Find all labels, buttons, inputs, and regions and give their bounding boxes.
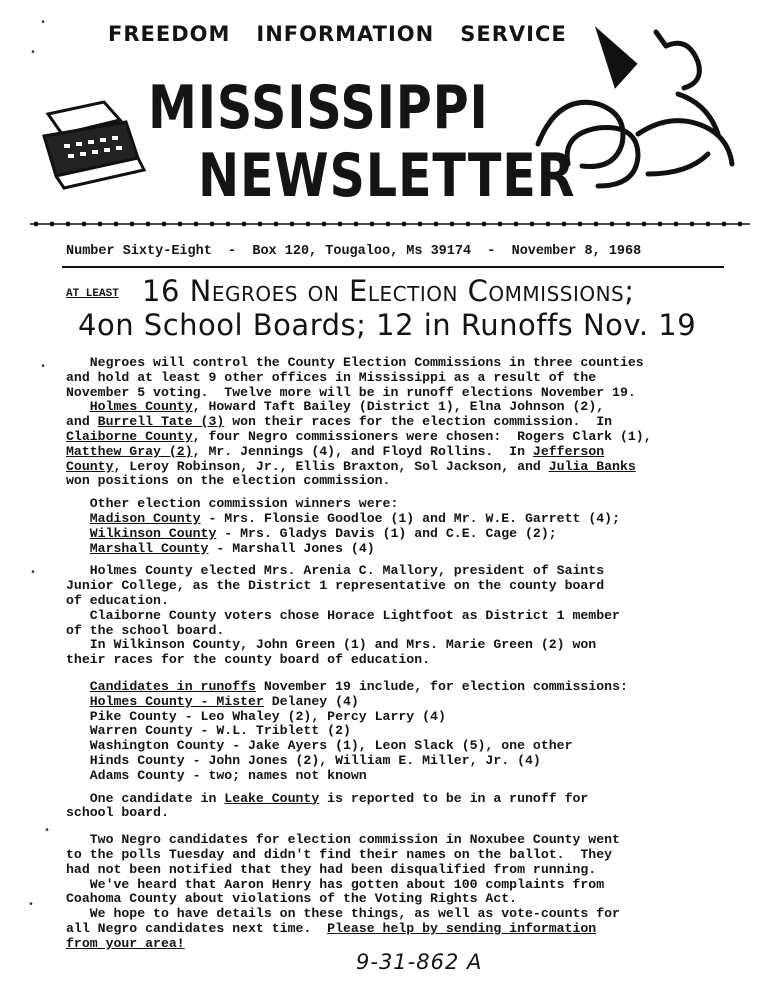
- decorative-border-rule: [30, 220, 750, 228]
- issue-info-line: Number Sixty-Eight - Box 120, Tougaloo, Ms 39174 - November 8, 1968: [66, 244, 642, 259]
- body-line: November 5 voting. Twelve more will be in runoff elections November 19.: [66, 384, 636, 400]
- runoffs-label: Candidates in runoffs: [89, 678, 256, 694]
- county-leake: Leake County: [224, 790, 320, 806]
- body-line: to the polls Tuesday and didn't find their names on the ballot. They: [66, 846, 613, 862]
- body-line: had not been notified that they had been disqualified from running.: [66, 861, 597, 877]
- service-word-service: SERVICE: [460, 22, 567, 46]
- typewriter-illustration: [34, 96, 154, 196]
- mailing-address: Box 120, Tougaloo, Ms 39174: [252, 244, 472, 259]
- runoff-line: Washington County - Jake Ayers (1), Leon Slack (5), one other: [66, 738, 573, 754]
- margin-dot: •: [30, 568, 37, 579]
- hands-chain-logo: [528, 24, 748, 204]
- margin-dot: •: [28, 900, 35, 911]
- body-line: One candidate in Leake County is reported to be in a runoff for: [66, 790, 589, 806]
- body-line: Junior College, as the District 1 representative on the county board: [66, 578, 605, 594]
- runoff-line: Adams County - two; names not known: [66, 767, 367, 783]
- body-line: from your area!: [66, 935, 185, 951]
- body-line: We hope to have details on these things, as well as vote-counts for: [66, 906, 620, 922]
- header-rule: [62, 266, 724, 268]
- call-to-action: Please help by sending information: [327, 920, 597, 936]
- body-line: Coahoma County about violations of the Voting Rights Act.: [66, 891, 518, 907]
- county-jefferson: Jefferson: [532, 443, 605, 459]
- newsletter-title-line2: NEWSLETTER: [198, 141, 576, 211]
- body-line: In Wilkinson County, John Green (1) and Mrs. Marie Green (2) won: [66, 637, 597, 653]
- winner-line: Madison County - Mrs. Flonsie Goodloe (1) and Mr. W.E. Garrett (4);: [89, 510, 620, 526]
- runoff-line: Holmes County - Mister Delaney (4): [89, 693, 359, 709]
- body-line: of education.: [66, 592, 169, 608]
- body-line: all Negro candidates next time. Please help by sending information: [66, 920, 597, 936]
- body-line: Claiborne County, four Negro commissioners were chosen: Rogers Clark (1),: [66, 428, 652, 444]
- county-holmes: Holmes County: [89, 399, 193, 415]
- body-line: and hold at least 9 other offices in Mississippi as a result of the: [66, 369, 597, 385]
- county-claiborne: Claiborne County: [66, 428, 193, 444]
- issue-date: November 8, 1968: [511, 244, 642, 259]
- winner-line: Wilkinson County - Mrs. Gladys Davis (1) and C.E. Cage (2);: [89, 525, 557, 541]
- body-line: Holmes County, Howard Taft Bailey (District 1), Elna Johnson (2),: [89, 399, 605, 415]
- runoff-line: Warren County - W.L. Triblett (2): [66, 723, 351, 739]
- body-line: Two Negro candidates for election commission in Noxubee County went: [66, 832, 620, 848]
- body-line: school board.: [66, 805, 169, 821]
- body-line: Candidates in runoffs November 19 include, for election commissions:: [89, 678, 628, 694]
- runoff-line: Pike County - Leo Whaley (2), Percy Larry (4): [66, 708, 446, 724]
- winner-line: Marshall County - Marshall Jones (4): [89, 540, 375, 556]
- margin-dot: •: [44, 826, 51, 837]
- handwritten-archive-number: 9-31-862 A: [356, 950, 483, 974]
- body-line: their races for the county board of education.: [66, 652, 431, 668]
- margin-dot: •: [40, 18, 47, 29]
- body-line: of the school board.: [66, 622, 225, 638]
- headline-line2: 4on School Boards; 12 in Runoffs Nov. 19: [78, 308, 697, 342]
- runoff-line: Hinds County - John Jones (2), William E. Miller, Jr. (4): [66, 752, 541, 768]
- article-body: [66, 356, 756, 951]
- issue-number: Number Sixty-Eight: [66, 244, 212, 259]
- service-word-freedom: FREEDOM: [108, 22, 231, 46]
- body-line: won positions on the election commission.: [66, 473, 391, 489]
- margin-dot: •: [30, 48, 37, 59]
- service-line: [108, 22, 567, 46]
- margin-dot: •: [40, 362, 47, 373]
- body-line: County, Leroy Robinson, Jr., Ellis Braxton, Sol Jackson, and Julia Banks: [66, 458, 636, 474]
- body-line: Matthew Gray (2), Mr. Jennings (4), and Floyd Rollins. In Jefferson: [66, 443, 605, 459]
- service-word-information: INFORMATION: [256, 22, 435, 46]
- body-line: Negroes will control the County Election Commissions in three counties: [66, 355, 644, 370]
- body-line: Other election commission winners were:: [66, 496, 399, 512]
- headline-line1: 16 Negroes on Election Commissions;: [142, 274, 635, 308]
- body-line: We've heard that Aaron Henry has gotten about 100 complaints from: [66, 876, 605, 892]
- headline-prefix: AT LEAST: [66, 288, 119, 300]
- body-line: Holmes County elected Mrs. Arenia C. Mallory, president of Saints: [66, 563, 605, 579]
- body-line: and Burrell Tate (3) won their races for the election commission. In: [66, 414, 613, 430]
- body-line: Claiborne County voters chose Horace Lightfoot as District 1 member: [66, 607, 620, 623]
- newsletter-title-line1: MISSISSIPPI: [148, 73, 489, 143]
